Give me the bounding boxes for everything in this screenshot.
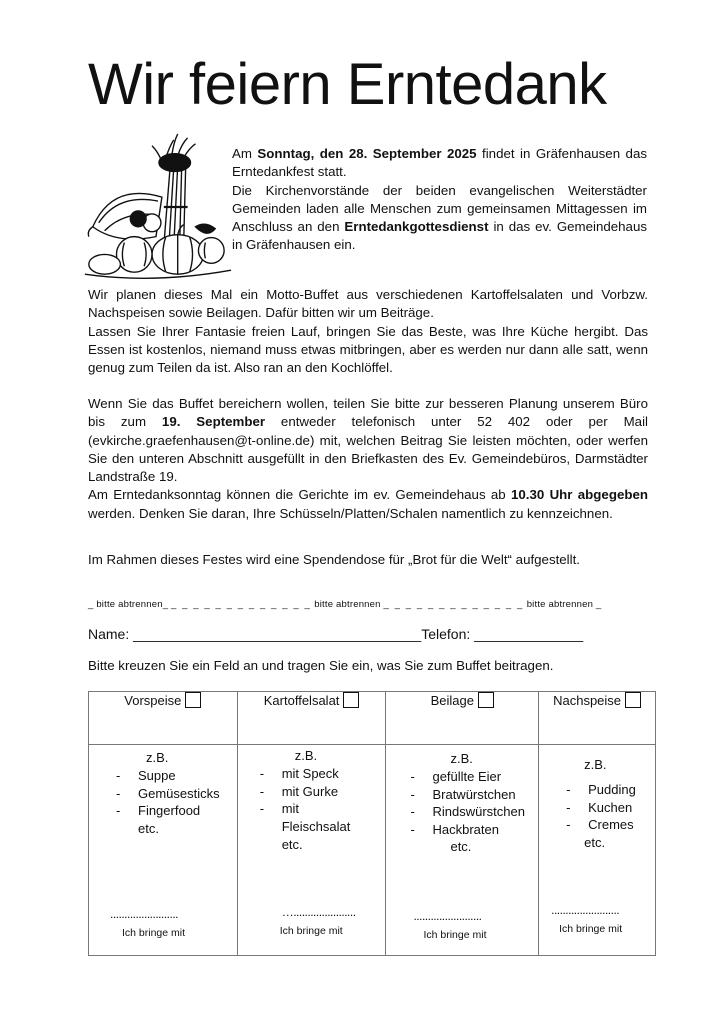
donation-note: Im Rahmen dieses Festes wird eine Spendendose für „Brot für die Welt“ aufgestellt. [88,552,580,567]
list-item: - Rindswürstchen [410,803,525,821]
example-list [566,781,636,834]
service-name: Erntedankgottesdienst [344,219,489,235]
entry-line[interactable]: ........................ [551,903,620,917]
entry-line[interactable]: ........................ [110,907,179,921]
checkbox-vorspeise[interactable] [185,692,201,708]
list-item: - Fingerfood [116,802,220,820]
name-label: Name: [88,626,134,642]
column-beilage [386,745,539,956]
contribution-table [88,691,656,956]
example-list [260,765,370,835]
etc-label: etc. [138,821,159,836]
list-item: - Pudding [566,781,636,799]
example-label: z.B. [450,751,473,766]
example-label: z.B. [584,757,607,772]
checkbox-nachspeise[interactable] [625,692,641,708]
etc-label: etc. [281,837,303,852]
event-date: Sonntag, den 28. September 2025 [257,146,477,161]
drop-off-time: 10.30 Uhr abgegeben [511,487,648,503]
checkbox-kartoffelsalat[interactable] [343,692,359,708]
phone-label: Telefon: [421,626,475,642]
name-field[interactable]: _____________________________________ [133,626,422,642]
bring-label: Ich bringe mit [122,927,186,939]
page-title: Wir feiern Erntedank [88,52,607,117]
list-item: - Hackbraten [410,821,525,839]
etc-label: etc. [450,839,472,854]
list-item: - Bratwürstchen [410,786,525,804]
example-label: z.B. [294,748,318,763]
column-nachspeise [539,745,656,956]
column-vorspeise [89,745,238,956]
checkbox-beilage[interactable] [478,692,494,708]
list-item: - gefüllte Eier [410,768,525,786]
list-item: - mit Fleischsalat [260,800,347,835]
harvest-illustration [75,128,233,286]
bring-label: Ich bringe mit [423,929,487,941]
phone-field[interactable]: ______________ [474,626,584,642]
bring-label: Ich bringe mit [559,923,623,935]
cut-line: _ bitte abtrennen_ _ _ _ _ _ _ _ _ _ _ _ _ _ bitte abtrennen _ _ _ _ _ _ _ _ _ _ _ _ _ bitte abtrennen _ [88,599,602,610]
example-label: z.B. [146,750,169,765]
example-list [410,768,525,838]
list-item: - Gemüsesticks [116,785,220,803]
bring-label: Ich bringe mit [279,925,343,937]
buffet-paragraph: Wir planen dieses Mal ein Motto-Buffet aus verschiedenen Kartoffelsalaten und Vorbzw. Nachspeisen sowie Beilagen. Dafür bitten wir um Beiträge. Lassen Sie Ihrer Fantasie freien Lauf, bringen Sie das Beste, was Ihre Küche hergibt. Das Essen ist kostenlos, niemand muss etwas mitbringen, aber es werden nur dann alle satt, wenn genug zum Teilen da ist. Also ran an den Kochlöffel. [88,287,648,376]
entry-line[interactable]: …...................... [281,905,356,919]
column-kartoffelsalat [237,745,386,956]
list-item: - Cremes [566,816,636,834]
etc-label: etc. [584,835,606,850]
intro-paragraph: Am Sonntag, den 28. September 2025 findet in Gräfenhausen das Erntedankfest statt. Die Kirchenvorstände der beiden evangelischen Weiterstädter Gemeinden laden alle Menschen zum gemeinsamen Mittagessen im Anschluss an den Erntedankgottesdienst in das ev. Gemeindehaus in Gräfenhausen ein. [232,146,647,253]
form-instruction: Bitte kreuzen Sie ein Feld an und tragen Sie ein, was Sie zum Buffet beitragen. [88,658,554,673]
list-item: - mit Speck [260,765,370,783]
deadline: 19. September [161,414,266,430]
list-item: - Suppe [116,767,220,785]
entry-line[interactable]: ........................ [413,909,482,923]
header-nachspeise: Nachspeise [539,692,656,745]
list-item: - mit Gurke [260,783,370,801]
list-item: - Kuchen [566,799,636,817]
example-list [116,767,220,820]
header-vorspeise: Vorspeise [89,692,238,745]
registration-paragraph: Wenn Sie das Buffet bereichern wollen, teilen Sie bitte zur besseren Planung unserem Büro bis zum 19. September entweder telefonisch unter 52 402 oder per Mail (evkirche.graefenhausen@t-online.de) mit, welchen Beitrag Sie leisten möchten, oder werfen Sie den unteren Abschnitt ausgefüllt in den Briefkasten des Ev. Gemeindebüros, Darmstädter Landstraße 19. Am Erntedanksonntag können die Gerichte im ev. Gemeindehaus ab 10.30 Uhr abgegeben werden. Denken Sie daran, Ihre Schüsseln/Platten/Schalen namentlich zu kennzeichnen. [88,396,648,521]
header-beilage: Beilage [386,692,539,745]
header-kartoffelsalat: Kartoffelsalat [237,692,386,745]
name-phone-row [88,626,583,642]
